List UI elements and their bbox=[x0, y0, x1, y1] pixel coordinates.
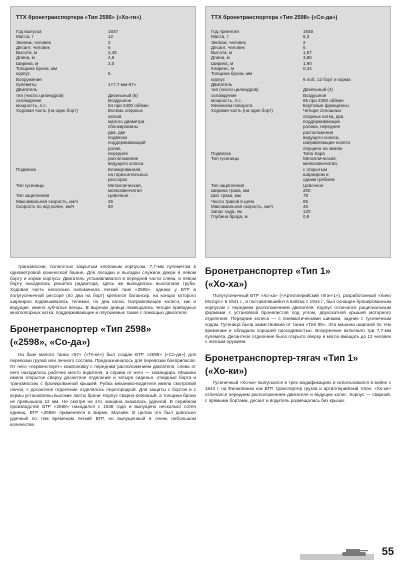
spec-value: 85 bbox=[303, 198, 309, 204]
spec-value: Четыре сплошных опорных катка, два поддерживающих ролика, переднее расположение ведущего колеса, направляющее колесо опущено на землю bbox=[303, 108, 351, 151]
spec-value: 0,34 bbox=[303, 66, 312, 72]
spec-row bbox=[211, 156, 385, 182]
spec-key: Высота, м bbox=[16, 50, 38, 56]
spec-rows bbox=[16, 29, 190, 209]
spec-value: 6 bbox=[108, 44, 111, 50]
spec-value: Цевочное bbox=[303, 182, 324, 188]
page-footer bbox=[300, 544, 396, 562]
spec-row bbox=[16, 167, 190, 183]
spec-key: Механизм поворота bbox=[211, 103, 253, 109]
spec-table-type-2595 bbox=[10, 6, 196, 258]
spec-key: Ширина, м bbox=[16, 60, 39, 66]
spec-value: 25 bbox=[108, 198, 114, 204]
spec-key: Десант, человек bbox=[16, 44, 50, 50]
spec-value: 1938 bbox=[303, 29, 314, 34]
spec-key: Ходовая часть (на один борт) bbox=[211, 108, 273, 114]
spec-value: Дизельный (4) bbox=[303, 87, 333, 93]
spec-value: Цевочное bbox=[108, 193, 129, 199]
spec-key: Клиренс, м bbox=[211, 66, 235, 72]
spec-value: 2 bbox=[108, 39, 111, 45]
spec-key: Тип гусеницы bbox=[16, 182, 45, 188]
spec-key: корпус bbox=[16, 71, 30, 77]
intro-paragraph: трансмиссии, полностью закрытым клепаным корпусом, 7,7-мм пулеметом в однометровой конической башне. Для посадки и высадки служили двери в левом борту и корме корпуса. Двигатель устанавливался в передней части слева, в левом борту находилась решетка радиатора, здесь же выводилась выхлопная труба. Ходовая часть несколько напоминала легкий танк «2595», однако у БТР в полугусеничной рессоре (по два на борт) крепился балансир, на концах которого шарнирно подвешивались тележки, по два катка. Направляющее колесо, как и ведущие, имело зубчатые венцы. В вырезах днища помещались четыре приводных многоопорных катка, поддерживающие и опускаемые также с помощью двигателя. bbox=[10, 264, 196, 316]
spec-key: Длина, м bbox=[211, 55, 230, 61]
spec-value: 50 bbox=[108, 203, 114, 209]
tank-icon bbox=[340, 546, 370, 558]
section-heading: Бронетранспортер «Тип 1» bbox=[205, 265, 331, 276]
spec-value: 2,0 bbox=[108, 60, 115, 66]
section-subheading: («Хо-ха») bbox=[205, 278, 248, 289]
spec-key: Масса, т bbox=[211, 34, 229, 40]
spec-key: Глубина брода, м bbox=[211, 214, 248, 220]
spec-value: 3,86 bbox=[303, 55, 312, 61]
spec-value: 6,3 bbox=[303, 34, 310, 40]
spec-key: корпус bbox=[211, 76, 225, 82]
spec-key: Ширина трака, мм bbox=[211, 187, 250, 193]
spec-key: Подвеска bbox=[211, 150, 231, 156]
spec-key: Год принятия bbox=[211, 29, 239, 34]
spec-key: мощность, л.с. bbox=[211, 97, 242, 103]
spec-key: Экипаж, человек bbox=[16, 39, 51, 45]
spec-value: 0,9 bbox=[303, 214, 310, 220]
section-heading: Бронетранспортер-тягач «Тип 1» bbox=[205, 352, 359, 364]
spec-value: 4,8 bbox=[108, 55, 115, 61]
spec-key: мощность, л.с. bbox=[16, 103, 47, 109]
spec-value: 120 bbox=[303, 209, 311, 215]
spec-key: тип (число цилиндров) bbox=[16, 92, 64, 98]
spec-key: Максимальная скорость, км/ч bbox=[16, 198, 78, 204]
spec-value: 12 bbox=[108, 34, 114, 40]
spec-key: Скорость по ж/д колее, км/ч bbox=[16, 203, 75, 209]
spec-value: 1937 bbox=[108, 29, 119, 34]
spec-key: Тип гусеницы bbox=[211, 156, 240, 162]
spec-key: Тип зацепления bbox=[16, 193, 50, 199]
spec-value: Воздушное bbox=[303, 92, 327, 98]
spec-value: 84 при 2400 об/мин bbox=[108, 103, 149, 109]
spec-key: Высота, м bbox=[211, 50, 233, 56]
spec-table-type-2598 bbox=[205, 6, 391, 258]
spec-key: Тип зацепления bbox=[211, 182, 245, 188]
body-paragraph: Полугусеничный БТР «Хо-ха» («Артиллерийский тягач-1»), разработанный «Хино Моторс» в 1941 г., и поставлявшийся в войска с 1944 г., был оснащен бронированным корпусом с передним расположением двигателя. Корпус отличался рациональным формами с установкой бронелистов под углом, двухскатной крышей моторного отделения. Передние колеса — с пневматическими шинами, задние с гусеничным ходом. Гусеница была заимствована от танка «Тип 95». Эта машина широкой по тем временам и обладала хорошей проходимостью. Вооружение включало три 7,7-мм пулемета. Десантное отделение было открыто сверху и могло вмещать до 12 человек с личным оружием. bbox=[205, 293, 391, 345]
right-column bbox=[205, 264, 391, 403]
spec-key: Год выпуска bbox=[16, 29, 42, 34]
spec-row bbox=[211, 214, 385, 219]
spec-key: тип (число цилиндров) bbox=[211, 87, 259, 93]
spec-value: 78 bbox=[303, 193, 309, 199]
section-subheading: («2598», «Со-да») bbox=[10, 336, 90, 348]
spec-value: Типа Хара bbox=[303, 150, 325, 156]
page-number: 55 bbox=[381, 546, 394, 558]
body-paragraph: Гусеничный «Хо-ки» выпускался в трех модификациях и использовался в войне с 1944 г. на Филиппинах как БТР, транспортер грузов и артиллерийский тягач. «Хо-ки» отличался передним расположением двигателя и ведущих колес. Корпус — сварной, с прямыми бортами, десант и водитель размещались без крыши. bbox=[205, 380, 391, 403]
spec-row bbox=[16, 108, 190, 166]
spec-value: Восемь опорных катков малого диаметра сблокированы два, две подвески поддерживающий ролик, переднее расположение ведущего колеса bbox=[108, 108, 146, 167]
spec-key: Десант, человек bbox=[211, 44, 245, 50]
spec-value: Дизельный (6) bbox=[108, 92, 138, 98]
spec-key: Толщина брони, мм bbox=[211, 71, 253, 77]
spec-key: Толщина брони, мм bbox=[16, 66, 58, 72]
spec-value: 6 bbox=[108, 71, 111, 77]
body-paragraph: На базе малого танка «97» («Те-ке») был создан БТР «2598» («Со-да») для перевозки грузов или личного состава. Предназначалось для перевозки боеприпасов. От него «первенствует» компоновку с передним расположением двигателя, слева от него находилось рабочее место водителя, а справа от него — командира. Машина имела открытое сверху десантное отделение и четыре сиденья, откидные борта и трансмиссию с бронированной крышей. Рубка механика-водителя имела смотровой лючок, с десантное отделение отделялось перегородкой. Для защиты с бортов и с кормы установлены высокие листы брони. Корпус сварно-клепаный, а толщина брони не превышала 12 мм. Не смотря на это, машина оказалась удачной. В серийном производстве БТР «2598» находился с 1938 года и выпущено несколько сотен единиц. БТР «2598» применялся в Бирме, Малайе. В целом это был довольно удачный по тем временам легкий БТР, но выпущенный в очень небольшом количестве. bbox=[10, 352, 196, 427]
spec-key: охлаждение bbox=[16, 97, 42, 103]
spec-row bbox=[211, 108, 385, 150]
spec-value: 45 bbox=[303, 203, 309, 209]
spec-value: 1×7,7-мм-97» bbox=[108, 81, 137, 87]
spec-value: 2,45 bbox=[108, 50, 117, 56]
spec-value: Блокированная, на горизонтальных рессорах bbox=[108, 166, 148, 183]
spec-key: пулеметы bbox=[16, 81, 37, 87]
spec-key: Ширина, м bbox=[211, 60, 234, 66]
section-heading: Бронетранспортер «Тип 2598» bbox=[10, 323, 152, 335]
spec-value: Бортовые фрикционы bbox=[303, 103, 349, 109]
spec-table-title: ТТХ бронетранспортера «Тип 2598» («Со-да») bbox=[211, 15, 338, 21]
spec-value: 6 лоб, 12 борт и корма bbox=[303, 76, 351, 82]
spec-value: 1,90 bbox=[303, 60, 312, 66]
spec-key: Двигатель bbox=[211, 81, 233, 87]
spec-table-title: ТТХ бронетранспортера «Тип 2595» («Хо-ги») bbox=[16, 15, 142, 21]
spec-rows bbox=[211, 29, 385, 220]
spec-row bbox=[16, 204, 190, 209]
spec-value: 1,57 bbox=[303, 50, 312, 56]
spec-value: Металлическая, мелкозвенчатая bbox=[108, 182, 142, 193]
spec-key: Ходовая часть (на один борт) bbox=[16, 108, 78, 114]
spec-value: Воздушное bbox=[108, 97, 132, 103]
spec-key: Экипаж, человек bbox=[211, 39, 246, 45]
spec-row bbox=[16, 183, 190, 194]
spec-value: 2 bbox=[303, 39, 306, 45]
spec-key: охлаждение bbox=[211, 92, 237, 98]
spec-value: 65 при 2300 об/мин bbox=[303, 97, 344, 103]
spec-key: Максимальная скорость, км/ч bbox=[211, 203, 273, 209]
spec-key: Подвеска bbox=[16, 166, 36, 172]
section-subheading: («Хо-ки») bbox=[205, 365, 248, 377]
spec-key: Длина, м bbox=[16, 55, 35, 61]
spec-key: Число траков в цепи bbox=[211, 198, 255, 204]
spec-key: Масса, т bbox=[16, 34, 34, 40]
spec-key: Запас хода, км bbox=[211, 209, 242, 215]
spec-value: 200 bbox=[303, 187, 311, 193]
spec-key: Шаг трака, мм bbox=[211, 193, 241, 199]
left-column bbox=[10, 264, 196, 428]
spec-value: 6 bbox=[303, 44, 306, 50]
spec-key: Двигатель bbox=[16, 87, 38, 93]
spec-value: Металлическая, мелкозвенчатая, с открытым шарниром и одним гребнем bbox=[303, 156, 338, 183]
spec-key: Вооружение bbox=[16, 76, 42, 82]
